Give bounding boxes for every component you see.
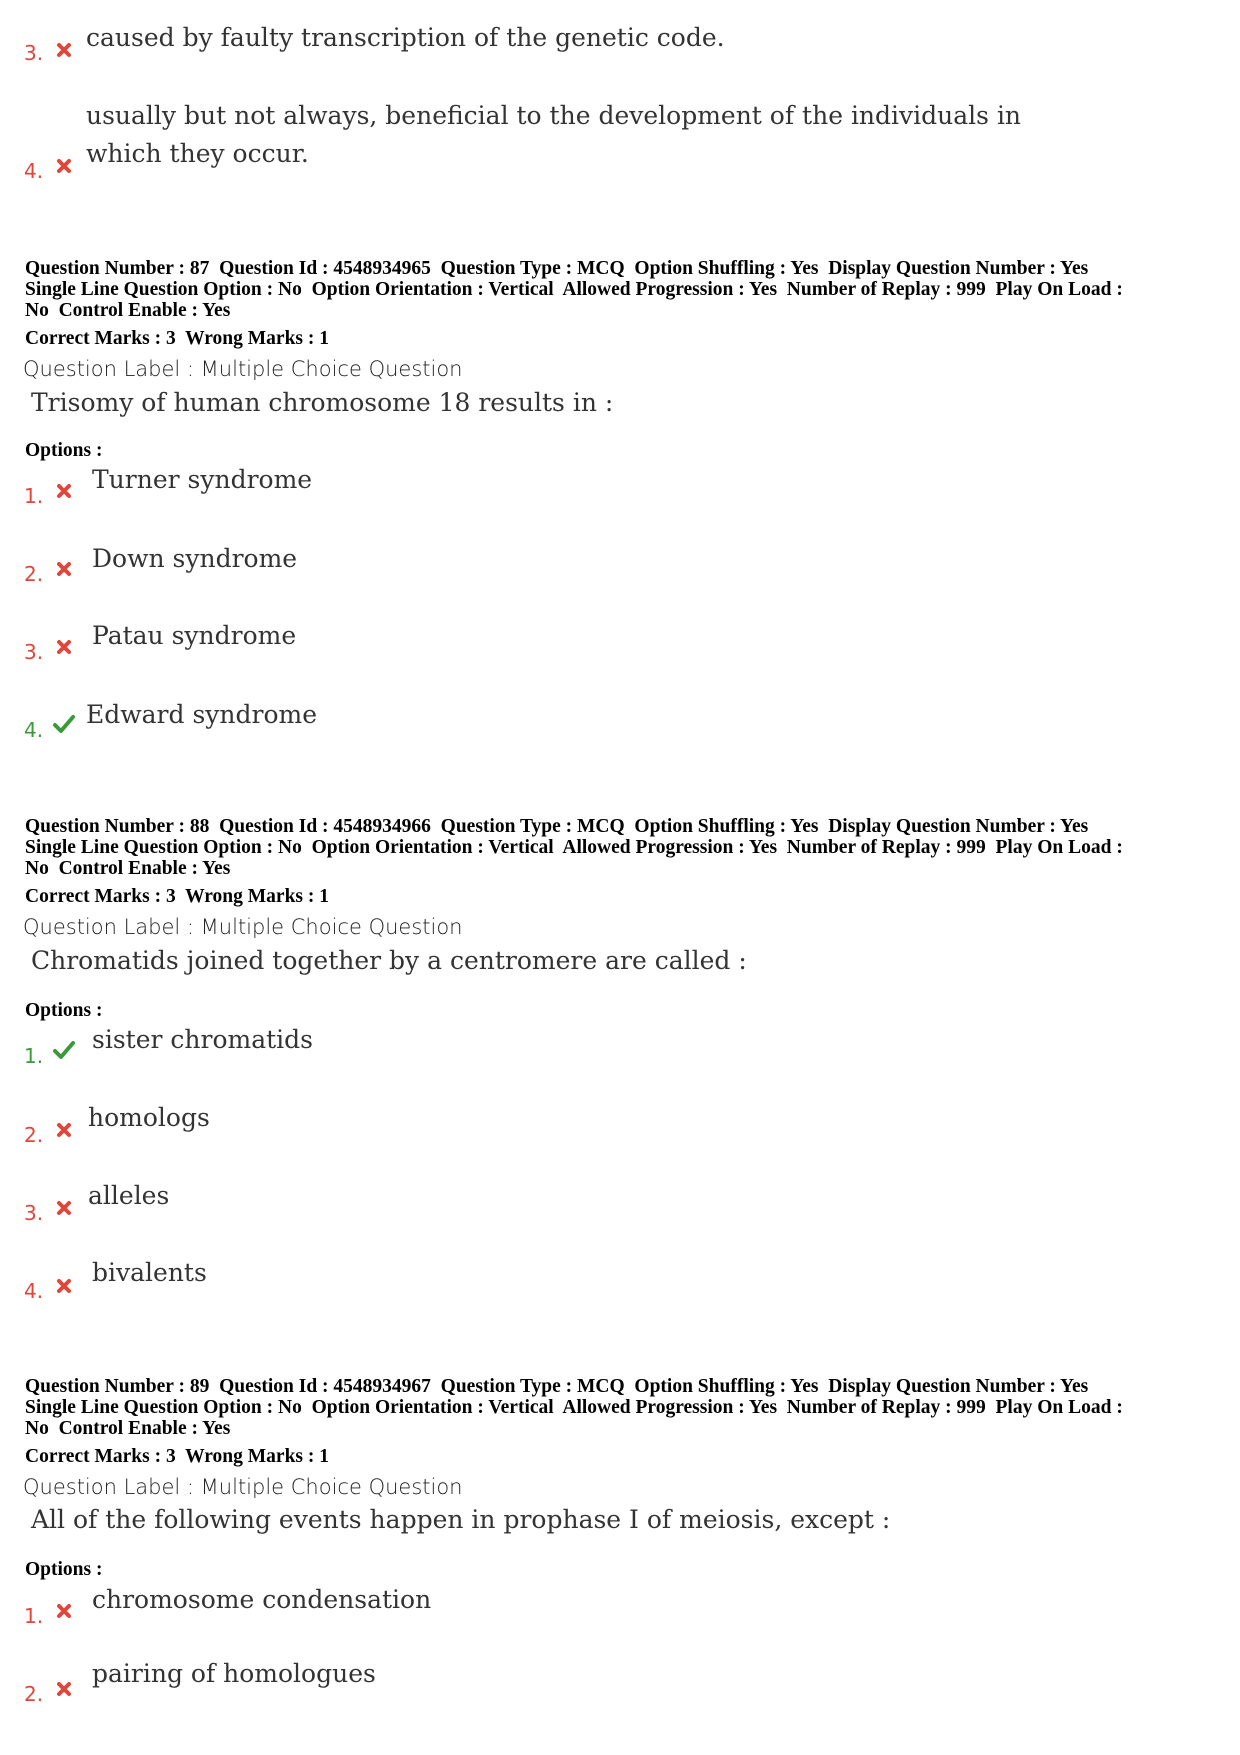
cross-icon (54, 1679, 74, 1699)
question-meta-line: Question Number : 88 Question Id : 4548934966 Question Type : MCQ Option Shuffling : Yes Display Question Number : Yes (25, 816, 1089, 837)
option-text: caused by faulty transcription of the genetic code. (86, 23, 725, 52)
option-text: bivalents (92, 1258, 207, 1287)
option-text: Turner syndrome (92, 465, 313, 494)
cross-icon (54, 481, 74, 501)
cross-icon (54, 637, 74, 657)
options-label: Options : (25, 440, 103, 461)
options-label: Options : (25, 1000, 103, 1021)
question-meta-line: No Control Enable : Yes (25, 300, 231, 321)
cross-icon (54, 156, 74, 176)
question-meta-line: No Control Enable : Yes (25, 858, 231, 879)
option-number: 4. (24, 1279, 44, 1303)
option-number: 1. (24, 484, 44, 508)
cross-icon (54, 1276, 74, 1296)
option-number: 3. (24, 41, 44, 65)
option-number: 3. (24, 1201, 44, 1225)
question-label: Question Label : Multiple Choice Question (23, 1475, 463, 1499)
question-meta-line: No Control Enable : Yes (25, 1418, 231, 1439)
option-text: Down syndrome (92, 544, 298, 573)
option-number: 2. (24, 1123, 44, 1147)
question-meta-line: Single Line Question Option : No Option Orientation : Vertical Allowed Progression : Yes Number of Replay : 999 Play On Load : (25, 279, 1123, 300)
option-text: alleles (88, 1181, 170, 1210)
option-text: usually but not always, beneficial to the development of the individuals in (86, 101, 1022, 130)
cross-icon (54, 559, 74, 579)
cross-icon (54, 40, 74, 60)
option-text: chromosome condensation (92, 1585, 432, 1614)
option-number: 3. (24, 640, 44, 664)
checkmark-icon (52, 1039, 76, 1061)
option-number: 4. (24, 159, 44, 183)
option-text: homologs (88, 1103, 210, 1132)
question-label: Question Label : Multiple Choice Question (23, 357, 463, 381)
options-label: Options : (25, 1559, 103, 1580)
option-text: Patau syndrome (92, 621, 297, 650)
marks-info: Correct Marks : 3 Wrong Marks : 1 (25, 328, 330, 349)
question-stem: All of the following events happen in prophase I of meiosis, except : (31, 1505, 891, 1534)
question-meta-line: Question Number : 89 Question Id : 4548934967 Question Type : MCQ Option Shuffling : Yes Display Question Number : Yes (25, 1376, 1089, 1397)
cross-icon (54, 1601, 74, 1621)
question-meta-line: Single Line Question Option : No Option Orientation : Vertical Allowed Progression : Yes Number of Replay : 999 Play On Load : (25, 1397, 1123, 1418)
option-number: 1. (24, 1044, 44, 1068)
option-text: sister chromatids (92, 1025, 313, 1054)
question-stem: Chromatids joined together by a centromere are called : (31, 946, 747, 975)
option-number: 2. (24, 562, 44, 586)
cross-icon (54, 1198, 74, 1218)
question-label: Question Label : Multiple Choice Question (23, 915, 463, 939)
option-text: which they occur. (86, 139, 309, 168)
question-meta-line: Single Line Question Option : No Option Orientation : Vertical Allowed Progression : Yes Number of Replay : 999 Play On Load : (25, 837, 1123, 858)
option-number: 1. (24, 1604, 44, 1628)
question-meta-line: Question Number : 87 Question Id : 4548934965 Question Type : MCQ Option Shuffling : Yes Display Question Number : Yes (25, 258, 1089, 279)
option-number: 2. (24, 1682, 44, 1706)
cross-icon (54, 1120, 74, 1140)
marks-info: Correct Marks : 3 Wrong Marks : 1 (25, 1446, 330, 1467)
option-text: pairing of homologues (92, 1659, 376, 1688)
option-number: 4. (24, 718, 44, 742)
question-stem: Trisomy of human chromosome 18 results in : (31, 388, 614, 417)
marks-info: Correct Marks : 3 Wrong Marks : 1 (25, 886, 330, 907)
checkmark-icon (52, 713, 76, 735)
option-text: Edward syndrome (86, 700, 318, 729)
